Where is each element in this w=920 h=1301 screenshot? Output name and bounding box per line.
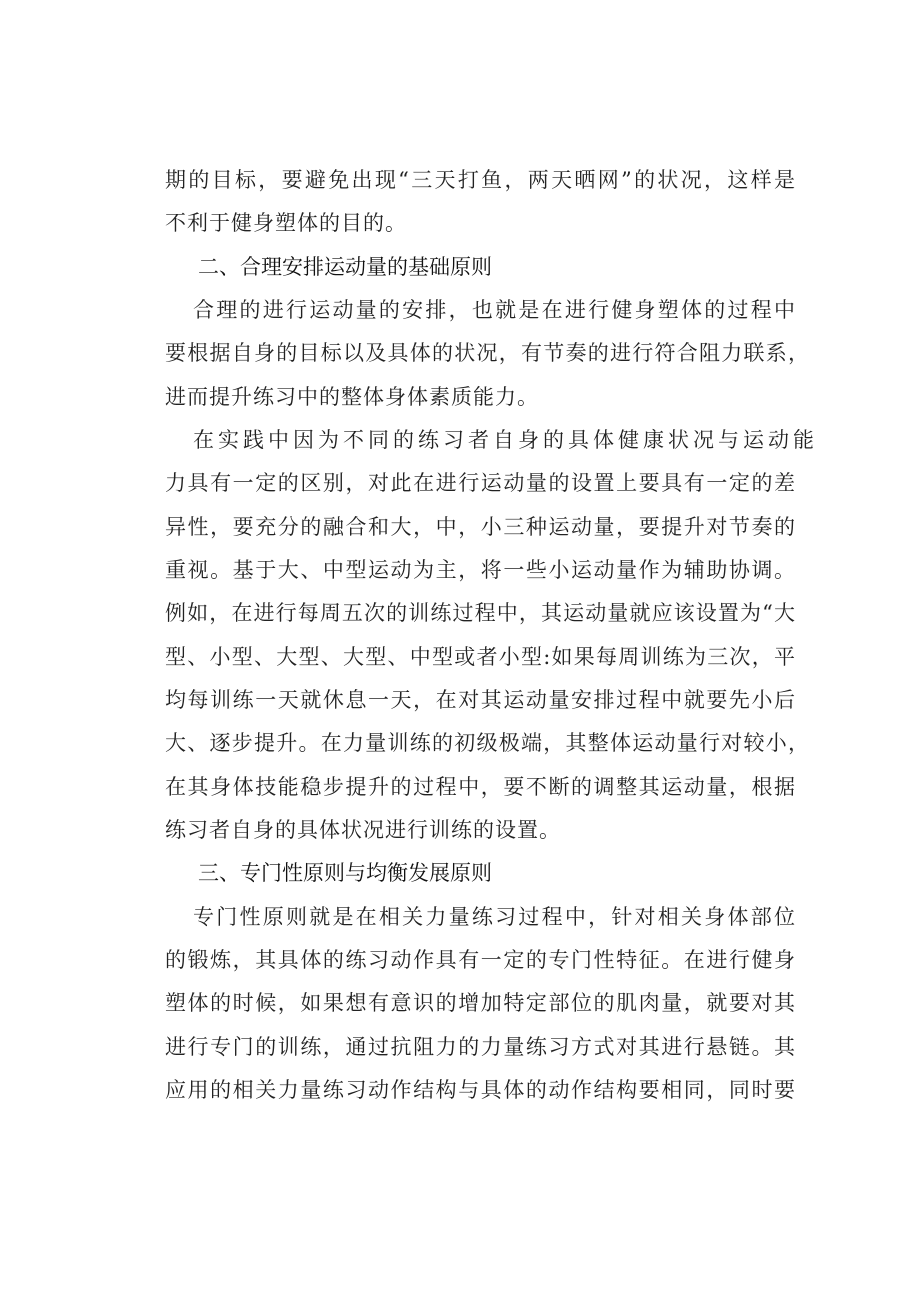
body-text-line: 期的目标，要避免出现“三天打鱼，两天晒网”的状况，这样是 <box>165 168 796 192</box>
body-text-line: 不利于健身塑体的目的。 <box>165 211 407 235</box>
body-text-line: 的锻炼，其具体的练习动作具有一定的专门性特征。在进行健身 <box>165 948 796 972</box>
body-text-line: 在实践中因为不同的练习者自身的具体健康状况与运动能 <box>193 428 818 452</box>
body-text-line: 例如，在进行每周五次的训练过程中，其运动量就应该设置为“大 <box>165 601 796 625</box>
body-text-line: 大、逐步提升。在力量训练的初级极端，其整体运动量行对较小， <box>165 731 810 755</box>
body-text-line: 力具有一定的区别，对此在进行运动量的设置上要具有一定的差 <box>165 471 796 495</box>
body-text-line: 异性，要充分的融合和大，中，小三种运动量，要提升对节奏的 <box>165 515 796 539</box>
body-text-line: 均每训练一天就休息一天，在对其运动量安排过程中就要先小后 <box>165 688 796 712</box>
section-heading: 三、专门性原则与均衡发展原则 <box>198 861 492 885</box>
section-heading: 二、合理安排运动量的基础原则 <box>198 255 492 279</box>
body-text-line: 进而提升练习中的整体身体素质能力。 <box>165 385 539 409</box>
body-text-line: 型、小型、大型、大型、中型或者小型:如果每周训练为三次，平 <box>165 645 796 669</box>
body-text-line: 专门性原则就是在相关力量练习过程中，针对相关身体部位 <box>193 905 796 929</box>
body-text-line: 重视。基于大、中型运动为主，将一些小运动量作为辅助协调。 <box>165 558 796 582</box>
body-text-line: 进行专门的训练，通过抗阻力的力量练习方式对其进行悬链。其 <box>165 1035 796 1059</box>
body-text-line: 在其身体技能稳步提升的过程中，要不断的调整其运动量，根据 <box>165 775 796 799</box>
body-text-line: 塑体的时候，如果想有意识的增加特定部位的肌肉量，就要对其 <box>165 991 796 1015</box>
body-text-line: 要根据自身的目标以及具体的状况，有节奏的进行符合阻力联系， <box>165 341 810 365</box>
body-text-line: 合理的进行运动量的安排，也就是在进行健身塑体的过程中 <box>193 298 796 322</box>
body-text-line: 练习者自身的具体状况进行训练的设置。 <box>165 818 561 842</box>
body-text-line: 应用的相关力量练习动作结构与具体的动作结构要相同，同时要 <box>165 1078 796 1102</box>
